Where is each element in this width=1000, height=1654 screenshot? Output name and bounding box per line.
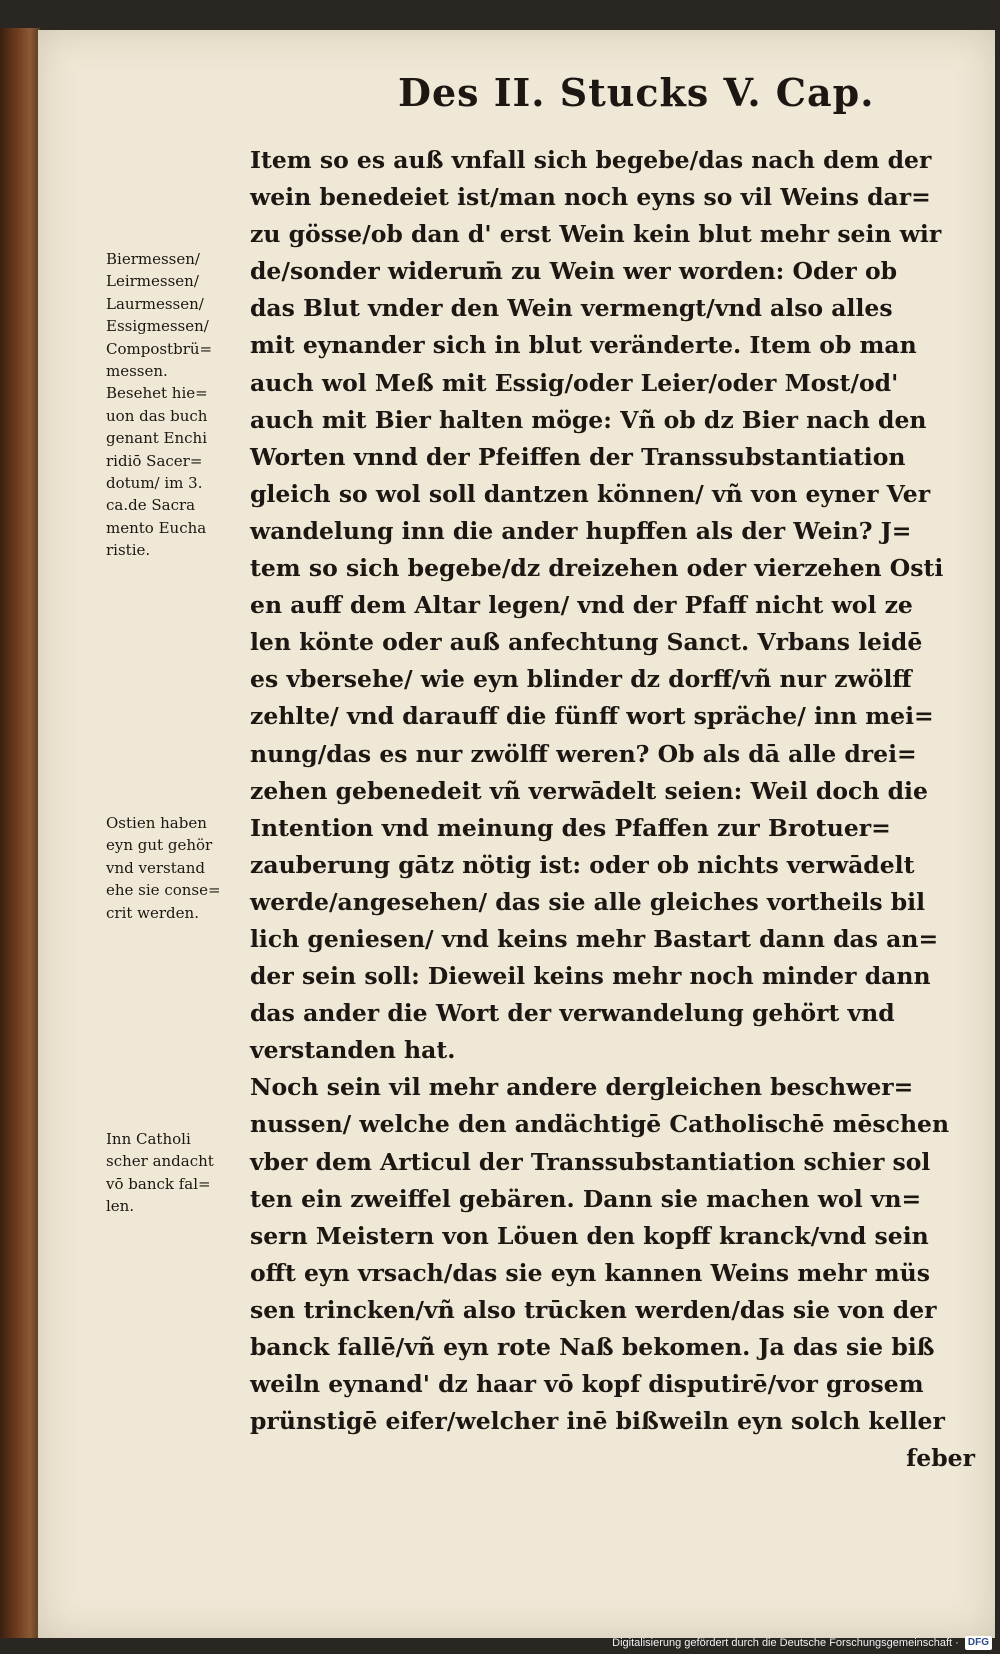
text-line: lich geniesen/ vnd keins mehr Bastart dann das an= bbox=[250, 924, 939, 953]
text-line: wandelung inn die ander hupffen als der Wein? J= bbox=[250, 516, 912, 545]
text-line: tem so sich begebe/dz dreizehen oder vierzehen Osti bbox=[250, 554, 944, 583]
marginal-note-line: vnd verstand bbox=[106, 858, 205, 877]
marginal-note-line: dotum/ im 3. bbox=[106, 473, 203, 492]
marginal-note-line: Compostbrü= bbox=[106, 339, 213, 358]
marginal-note-line: ehe sie conse= bbox=[106, 881, 221, 900]
text-line: vber dem Articul der Transsubstantiation schier sol bbox=[250, 1147, 931, 1176]
marginal-note-line: Leirmessen/ bbox=[106, 272, 199, 291]
text-line: prünstigē eifer/welcher inē bißweiln eyn solch keller bbox=[250, 1407, 945, 1436]
marginal-note bbox=[106, 1128, 256, 1218]
text-line: sen trincken/vñ also trūcken werden/das sie von der bbox=[250, 1295, 937, 1324]
text-line: Item so es auß vnfall sich begebe/das nach dem der bbox=[250, 146, 932, 174]
text-line: mit eynander sich in blut veränderte. Item ob man bbox=[250, 331, 917, 360]
text-line: Worten vnnd der Pfeiffen der Transsubstantiation bbox=[250, 442, 906, 471]
text-line: zehlte/ vnd darauff die fünff wort spräche/ inn mei= bbox=[250, 702, 934, 731]
marginal-note-line: len. bbox=[106, 1197, 135, 1216]
marginal-note bbox=[106, 812, 256, 924]
text-line: offt eyn vrsach/das sie eyn kannen Weins mehr müs bbox=[250, 1258, 930, 1287]
text-line: zu gösse/ob dan d' erst Wein kein blut mehr sein wir bbox=[250, 220, 942, 249]
marginal-note-line: Biermessen/ bbox=[106, 250, 200, 268]
text-line: Noch sein vil mehr andere dergleichen beschwer= bbox=[250, 1073, 914, 1102]
text-line: nung/das es nur zwölff weren? Ob als dā alle drei= bbox=[250, 739, 917, 768]
marginal-note-line: messen. bbox=[106, 361, 168, 380]
text-line: Intention vnd meinung des Pfaffen zur Brotuer= bbox=[250, 813, 891, 842]
marginal-note-line: Essigmessen/ bbox=[106, 317, 209, 336]
book-spine-edge bbox=[0, 28, 40, 1638]
marginal-note-line: ridiō Sacer= bbox=[106, 451, 203, 470]
book-page bbox=[38, 30, 995, 1638]
text-line: ten ein zweiffel gebären. Dann sie machen wol vn= bbox=[250, 1184, 922, 1213]
text-line: auch wol Meß mit Essig/oder Leier/oder Most/od' bbox=[250, 368, 899, 397]
text-line: zehen gebenedeit vñ verwādelt seien: Weil doch die bbox=[250, 776, 928, 805]
marginal-note bbox=[106, 248, 256, 561]
text-line: verstanden hat. bbox=[250, 1036, 456, 1065]
marginal-note-line: mento Eucha bbox=[106, 518, 207, 537]
text-line: de/sonder widerum̄ zu Wein wer worden: Oder ob bbox=[250, 257, 898, 286]
marginal-note-line: scher andacht bbox=[106, 1152, 214, 1171]
marginal-note-line: genant Enchi bbox=[106, 429, 208, 448]
main-text-block bbox=[250, 142, 975, 1477]
text-line: nussen/ welche den andächtigē Catholischē mēschen bbox=[250, 1110, 950, 1139]
text-line: der sein soll: Dieweil keins mehr noch minder dann bbox=[250, 962, 931, 991]
text-line: sern Meistern von Löuen den kopff kranck/vnd sein bbox=[250, 1221, 929, 1250]
digitization-credit bbox=[612, 1632, 992, 1654]
marginal-note-line: vō banck fal= bbox=[106, 1174, 211, 1193]
text-line: das Blut vnder den Wein vermengt/vnd also alles bbox=[250, 294, 893, 323]
marginal-note-line: crit werden. bbox=[106, 903, 199, 922]
text-line: weiln eynand' dz haar vō kopf disputirē/vor grosem bbox=[250, 1370, 924, 1399]
text-line: es vbersehe/ wie eyn blinder dz dorff/vñ nur zwölff bbox=[250, 665, 912, 694]
marginal-note-line: ca.de Sacra bbox=[106, 496, 196, 515]
marginal-note-line: Ostien haben bbox=[106, 814, 207, 832]
text-line: len könte oder auß anfechtung Sanct. Vrbans leidē bbox=[250, 628, 923, 657]
marginal-note-line: Besehet hie= bbox=[106, 384, 208, 403]
text-line: en auff dem Altar legen/ vnd der Pfaff nicht wol ze bbox=[250, 591, 913, 620]
catchword: feber bbox=[906, 1444, 975, 1473]
digitization-text: Digitalisierung gefördert durch die Deutsche Forschungsgemeinschaft · bbox=[612, 1637, 959, 1649]
marginal-note-line: Inn Catholi bbox=[106, 1130, 191, 1148]
marginal-note-line: eyn gut gehör bbox=[106, 836, 213, 855]
text-line: das ander die Wort der verwandelung gehört vnd bbox=[250, 999, 895, 1028]
text-line: banck fallē/vñ eyn rote Naß bekomen. Ja das sie biß bbox=[250, 1333, 935, 1361]
marginal-note-line: Laurmessen/ bbox=[106, 294, 204, 313]
running-head: Des II. Stucks V. Cap. bbox=[398, 70, 875, 115]
text-line: wein benedeiet ist/man noch eyns so vil Weins dar= bbox=[250, 183, 931, 212]
marginal-note-line: uon das buch bbox=[106, 406, 208, 425]
text-line: zauberung gātz nötig ist: oder ob nichts verwādelt bbox=[250, 850, 915, 879]
text-line: gleich so wol soll dantzen können/ vñ von eyner Ver bbox=[250, 479, 931, 508]
text-line: auch mit Bier halten möge: Vñ ob dz Bier nach den bbox=[250, 405, 927, 434]
text-line: werde/angesehen/ das sie alle gleiches vortheils bil bbox=[250, 887, 926, 916]
marginal-note-line: ristie. bbox=[106, 541, 151, 560]
dfg-logo: DFG bbox=[965, 1636, 992, 1650]
